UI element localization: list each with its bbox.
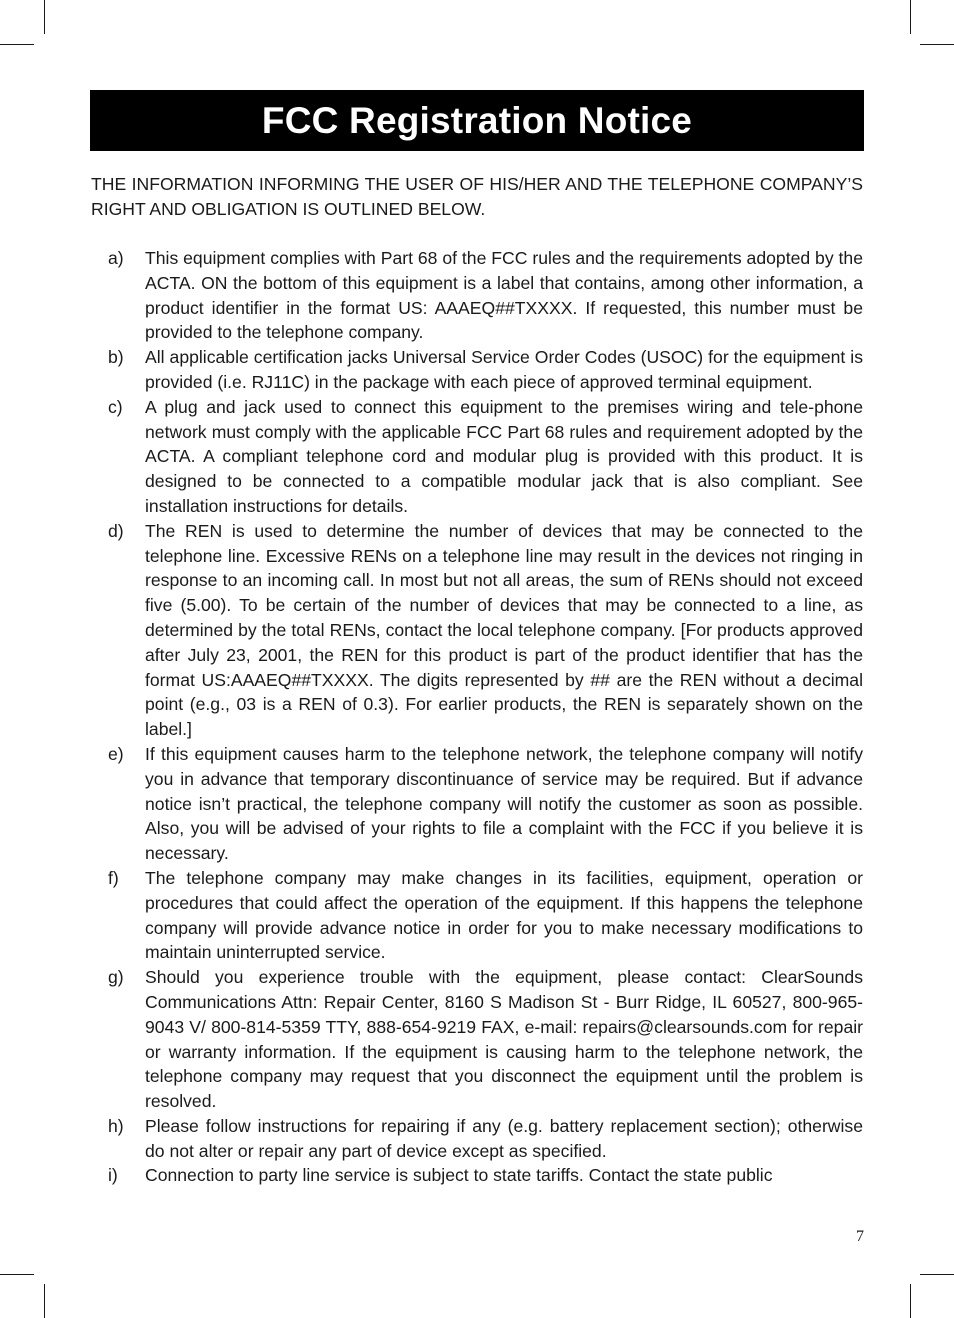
item-text: The telephone company may make changes in its facilities, equipment, operation or procedures that could affect the operation of the equipment. If this happens the telephone company will provide advance notice in order for you to make necessary modifications to maintain uninterrupted service. — [145, 867, 863, 963]
crop-mark-top-right-vertical — [910, 0, 911, 34]
notice-item-b — [91, 345, 863, 395]
title-banner — [90, 90, 864, 151]
crop-mark-bottom-right-horizontal — [920, 1274, 954, 1275]
notice-item-h — [91, 1114, 863, 1164]
item-marker: h) — [108, 1115, 124, 1136]
crop-mark-top-left-horizontal — [0, 44, 34, 45]
item-marker: d) — [108, 520, 124, 541]
item-marker: a) — [108, 248, 124, 268]
notice-list — [91, 246, 863, 1188]
item-marker: i) — [108, 1165, 118, 1186]
item-marker: b) — [108, 347, 124, 368]
crop-mark-top-right-horizontal — [920, 44, 954, 45]
item-text: This equipment complies with Part 68 of the FCC rules and the requirements adopted by the ACTA. ON the bottom of this equipment is a label that contains, among other information, a product identifier in the format US: AAAEQ##TXXXX. If requested, this number must be provided to the telephone company. — [145, 248, 863, 343]
notice-item-a — [91, 246, 863, 345]
item-marker: e) — [108, 743, 124, 764]
item-text: Connection to party line service is subject to state tariffs. Contact the state public — [145, 1165, 773, 1186]
item-text: All applicable certification jacks Universal Service Order Codes (USOC) for the equipment is provided (i.e. RJ11C) in the package with each piece of approved terminal equipment. — [145, 347, 863, 392]
item-text: If this equipment causes harm to the telephone network, the telephone company will notify you in advance that temporary discontinuance of service may be required. But if advance notice isn’t practical, the telephone company will notify the customer as soon as possible. Also, you will be advised of your rights to file a complaint with the FCC if you believe it is necessary. — [145, 743, 863, 864]
notice-item-f — [91, 866, 863, 965]
item-marker: f) — [108, 867, 119, 888]
notice-item-i — [91, 1163, 863, 1188]
item-text: Should you experience trouble with the equipment, please contact: ClearSounds Communications Attn: Repair Center, 8160 S Madison St - Burr Ridge, IL 60527, 800-965-9043 V/ 800-814-5359 TTY, 888-654-9219 FAX, e-mail: repairs@clearsounds.com for repair or warranty information. If the equipment is causing harm to the telephone network, the telephone company may request that you disconnect the equipment until the problem is resolved. — [145, 967, 863, 1112]
item-text: The REN is used to determine the number of devices that may be connected to the telephone line. Excessive RENs on a telephone line may result in the devices not ringing in response to an incoming call. In most but not all areas, the sum of RENs should not exceed five (5.00). To be certain of the number of devices that may be connected to a line, as determined by the total RENs, contact the local telephone company. [For products approved after July 23, 2001, the REN for this product is part of the product identifier that has the format US:AAAEQ##TXXXX. The digits represented by ## are the REN without a decimal point (e.g., 03 is a REN of 0.3). For earlier products, the REN is separately shown on the label.] — [145, 520, 863, 740]
item-text: A plug and jack used to connect this equipment to the premises wiring and tele-phone network must comply with the applicable FCC Part 68 rules and requirement adopted by the ACTA. A compliant telephone cord and modular plug is provided with this product. It is designed to be connected to a compatible modular jack that is also compliant. See installation instructions for details. — [145, 396, 863, 516]
notice-item-c — [91, 395, 863, 519]
page-number: 7 — [856, 1228, 864, 1245]
crop-mark-bottom-left-horizontal — [0, 1274, 34, 1275]
item-marker: g) — [108, 967, 124, 988]
item-text: Please follow instructions for repairing if any (e.g. battery replacement section); otherwise do not alter or repair any part of device except as specified. — [145, 1115, 863, 1161]
crop-mark-bottom-left-vertical — [44, 1284, 45, 1318]
crop-mark-bottom-right-vertical — [910, 1284, 911, 1318]
notice-item-e — [91, 742, 863, 866]
page-title: FCC Registration Notice — [261, 99, 693, 141]
notice-item-d — [91, 519, 863, 742]
item-marker: c) — [108, 396, 123, 417]
crop-mark-top-left-vertical — [44, 0, 45, 34]
notice-item-g — [91, 965, 863, 1114]
intro-paragraph: THE INFORMATION INFORMING THE USER OF HIS/HER AND THE TELEPHONE COMPANY’S RIGHT AND OBLIGATION IS OUTLINED BELOW. — [91, 174, 863, 219]
